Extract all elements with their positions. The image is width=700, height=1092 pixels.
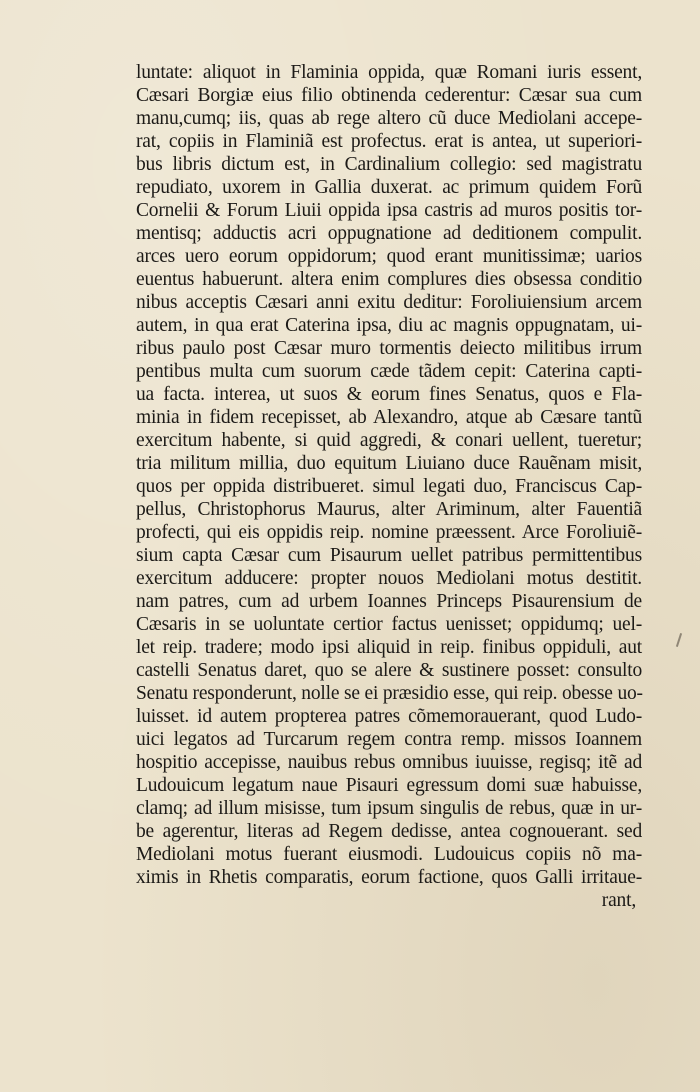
text-line: nam patres, cum ad urbem Ioannes Princeps Pisaurensium de (136, 591, 642, 612)
text-line: repudiato, uxorem in Gallia duxerat. ac primum quidem Forũ (136, 177, 642, 198)
text-line: let reip. tradere; modo ipsi aliquid in reip. finibus oppiduli, aut (136, 637, 642, 658)
text-line: Mediolani motus fuerant eiusmodi. Ludouicus copiis nõ ma- (136, 844, 642, 865)
text-line: sium capta Cæsar cum Pisaurum uellet patribus permittentibus (136, 545, 642, 566)
text-line: euentus habuerunt. altera enim complures dies obsessa conditio (136, 269, 642, 290)
text-line: autem, in qua erat Caterina ipsa, diu ac magnis oppugnatam, ui- (136, 315, 642, 336)
text-line: pentibus multa cum suorum cæde tãdem cepit: Caterina capti- (136, 361, 642, 382)
text-line: profecti, qui eis oppidis reip. nomine præessent. Arce Foroliuiẽ- (136, 522, 642, 543)
text-line: be agerentur, literas ad Regem dedisse, antea cognouerant. sed (136, 821, 642, 842)
text-line: ua facta. interea, ut suos & eorum fines Senatus, quos e Fla- (136, 384, 642, 405)
text-line: bus libris dictum est, in Cardinalium collegio: sed magistratu (136, 154, 642, 175)
text-line: hospitio accepisse, nauibus rebus omnibus iuuisse, regisq; itẽ ad (136, 752, 642, 773)
text-line: manu,cumq; iis, quas ab rege altero cũ duce Mediolani accepe- (136, 108, 642, 129)
text-line: Ludouicum legatum naue Pisauri egressum domi suæ habuisse, (136, 775, 642, 796)
text-line: pellus, Christophorus Maurus, alter Ariminum, alter Fauentiã (136, 499, 642, 520)
text-line-catchword: rant, (601, 890, 636, 911)
text-line: luisset. id autem propterea patres cõmemorauerant, quod Ludo- (136, 706, 642, 727)
text-line: castelli Senatus daret, quo se alere & sustinere posset: consulto (136, 660, 642, 681)
text-line: Cornelii & Forum Liuii oppida ipsa castris ad muros positis tor- (136, 200, 642, 221)
text-line: Senatu responderunt, nolle se ei præsidio esse, qui reip. obesse uo- (136, 683, 643, 704)
text-line: Cæsaris in se uoluntate certior factus uenisset; oppidumq; uel- (136, 614, 642, 635)
text-line: clamq; ad illum misisse, tum ipsum singulis de rebus, quæ in ur- (136, 798, 642, 819)
text-line: ribus paulo post Cæsar muro tormentis deiecto militibus irrum (136, 338, 642, 359)
text-line: quos per oppida distribueret. simul legati duo, Franciscus Cap- (136, 476, 642, 497)
margin-ink-mark (676, 633, 682, 647)
text-line: uici legatos ad Turcarum regem contra remp. missos Ioannem (136, 729, 642, 750)
text-line: tria militum millia, duo equitum Liuiano duce Rauẽnam misit, (136, 453, 642, 474)
text-line: mentisq; adductis acri oppugnatione ad deditionem compulit. (136, 223, 642, 244)
text-line: ximis in Rhetis comparatis, eorum factione, quos Galli irritaue- (136, 867, 642, 888)
text-line: luntate: aliquot in Flaminia oppida, quæ Romani iuris essent, (136, 62, 642, 83)
text-line: exercitum adducere: propter nouos Mediolani motus destitit. (136, 568, 642, 589)
text-line: nibus acceptis Cæsari anni exitu deditur: Foroliuiensium arcem (136, 292, 642, 313)
latin-text-block (136, 61, 642, 912)
text-line: exercitum habente, si quid aggredi, & conari uellent, tueretur; (136, 430, 642, 451)
text-line: Cæsari Borgiæ eius filio obtinenda cederentur: Cæsar sua cum (136, 85, 642, 106)
text-line: minia in fidem recepisset, ab Alexandro, atque ab Cæsare tantũ (136, 407, 642, 428)
text-line: arces uero eorum oppidorum; quod erant munitissimæ; uarios (136, 246, 642, 267)
text-line: rat, copiis in Flaminiã est profectus. erat is antea, ut superiori- (136, 131, 642, 152)
